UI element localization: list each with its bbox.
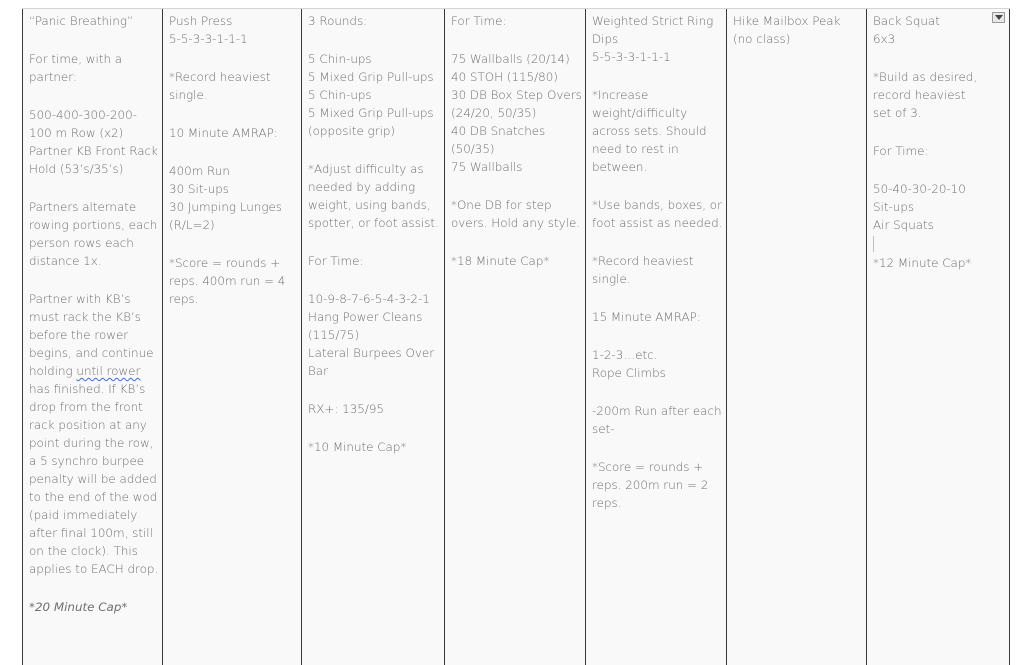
cell-day-3[interactable]	[302, 9, 445, 456]
rx-plus-weights: RX+: 135/95	[308, 402, 384, 416]
workout-format: For Time:	[873, 144, 929, 158]
record-note: *Record heaviest single.	[592, 254, 694, 286]
cell-day-1[interactable]	[23, 9, 163, 616]
workout-movements: 1-2-3…etc. Rope Climbs	[592, 348, 666, 380]
workout-movements: 75 Wallballs (20/14) 40 STOH (115/80) 30 DB Box Step Overs (24/20, 50/35) 40 DB Snatches (50/35) 75 Wallballs	[451, 52, 582, 174]
workout-format: For time, with a partner:	[29, 52, 123, 84]
day-column-1	[22, 9, 163, 665]
workout-rules	[29, 290, 159, 578]
time-cap: *18 Minute Cap*	[451, 254, 550, 268]
workout-format: 10 Minute AMRAP:	[169, 126, 278, 140]
strength-movement: Back Squat 6x3	[873, 14, 940, 46]
workout-format: For Time:	[451, 14, 507, 28]
workout-note: *One DB for step overs. Hold any style.	[451, 198, 581, 230]
workout-movements-2: 10-9-8-7-6-5-4-3-2-1 Hang Power Cleans (115/75) Lateral Burpees Over Bar	[308, 292, 435, 378]
dropdown-arrow-icon[interactable]	[992, 12, 1005, 23]
workout-format: 3 Rounds:	[308, 14, 368, 28]
day-column-6	[726, 9, 867, 665]
workout-movements: 50-40-30-20-10 Sit-ups Air Squats	[873, 182, 966, 232]
scaling-note: *Use bands, boxes, or foot assist as needed.	[592, 198, 723, 230]
strength-movement: Weighted Strict Ring Dips 5-5-3-3-1-1-1	[592, 14, 714, 64]
time-cap: *20 Minute Cap*	[29, 600, 128, 614]
score-note: *Score = rounds + reps. 400m run = 4 reps.	[169, 256, 286, 306]
day-column-7	[866, 9, 1010, 665]
strength-note: *Increase weight/difficulty across sets. Should need to rest in between.	[592, 88, 707, 174]
workout-movements: 5 Chin-ups 5 Mixed Grip Pull-ups 5 Chin-ups 5 Mixed Grip Pull-ups (opposite grip)	[308, 52, 434, 138]
time-cap: *12 Minute Cap*	[873, 256, 972, 270]
workout-note: Partners alternate rowing portions, each person rows each distance 1x.	[29, 200, 158, 268]
strength-movement: Push Press 5-5-3-3-1-1-1	[169, 14, 248, 46]
workout-format: 15 Minute AMRAP:	[592, 310, 701, 324]
chevron-down-icon	[995, 15, 1003, 21]
text-cursor	[873, 236, 874, 252]
cell-day-4[interactable]	[445, 9, 586, 270]
cell-day-5[interactable]	[586, 9, 727, 512]
rules-text-start: Partner with KB’s must rack the KB’s before the rower begins, and continue holding	[29, 292, 154, 378]
strength-note: *Build as desired, record heaviest set of 3.	[873, 70, 978, 120]
day-column-4	[444, 9, 586, 665]
day-column-3	[301, 9, 445, 665]
run-note: -200m Run after each set-	[592, 404, 722, 436]
workout-title: “Panic Breathing”	[29, 14, 134, 28]
spelling-flagged-text: until rower	[76, 364, 141, 378]
day-column-2	[162, 9, 302, 665]
workout-note: *Adjust difficulty as needed by adding weight, using bands, spotter, or foot assist.	[308, 162, 439, 230]
workout-table	[22, 8, 1010, 665]
strength-note: *Record heaviest single.	[169, 70, 271, 102]
time-cap: *10 Minute Cap*	[308, 440, 407, 454]
workout-format-2: For Time:	[308, 254, 364, 268]
day-column-5	[585, 9, 727, 665]
cell-day-2[interactable]	[163, 9, 302, 308]
activity-note: Hike Mailbox Peak (no class)	[733, 14, 841, 46]
rules-text-end: has finished. If KB’s drop from the front rack position at any point during the row, a 5 synchro burpee penalty will be added to the end of the wod (paid immediately after final 100m, still on the clock). This applies to EACH drop.	[29, 382, 159, 576]
workout-movements: 400m Run 30 Sit-ups 30 Jumping Lunges (R/L=2)	[169, 164, 282, 232]
score-note: *Score = rounds + reps. 200m run = 2 reps.	[592, 460, 709, 510]
cell-day-6[interactable]	[727, 9, 867, 48]
cell-day-7[interactable]	[867, 9, 1009, 272]
workout-movements: 500-400-300-200-100 m Row (x2) Partner KB Front Rack Hold (53’s/35’s)	[29, 108, 158, 176]
